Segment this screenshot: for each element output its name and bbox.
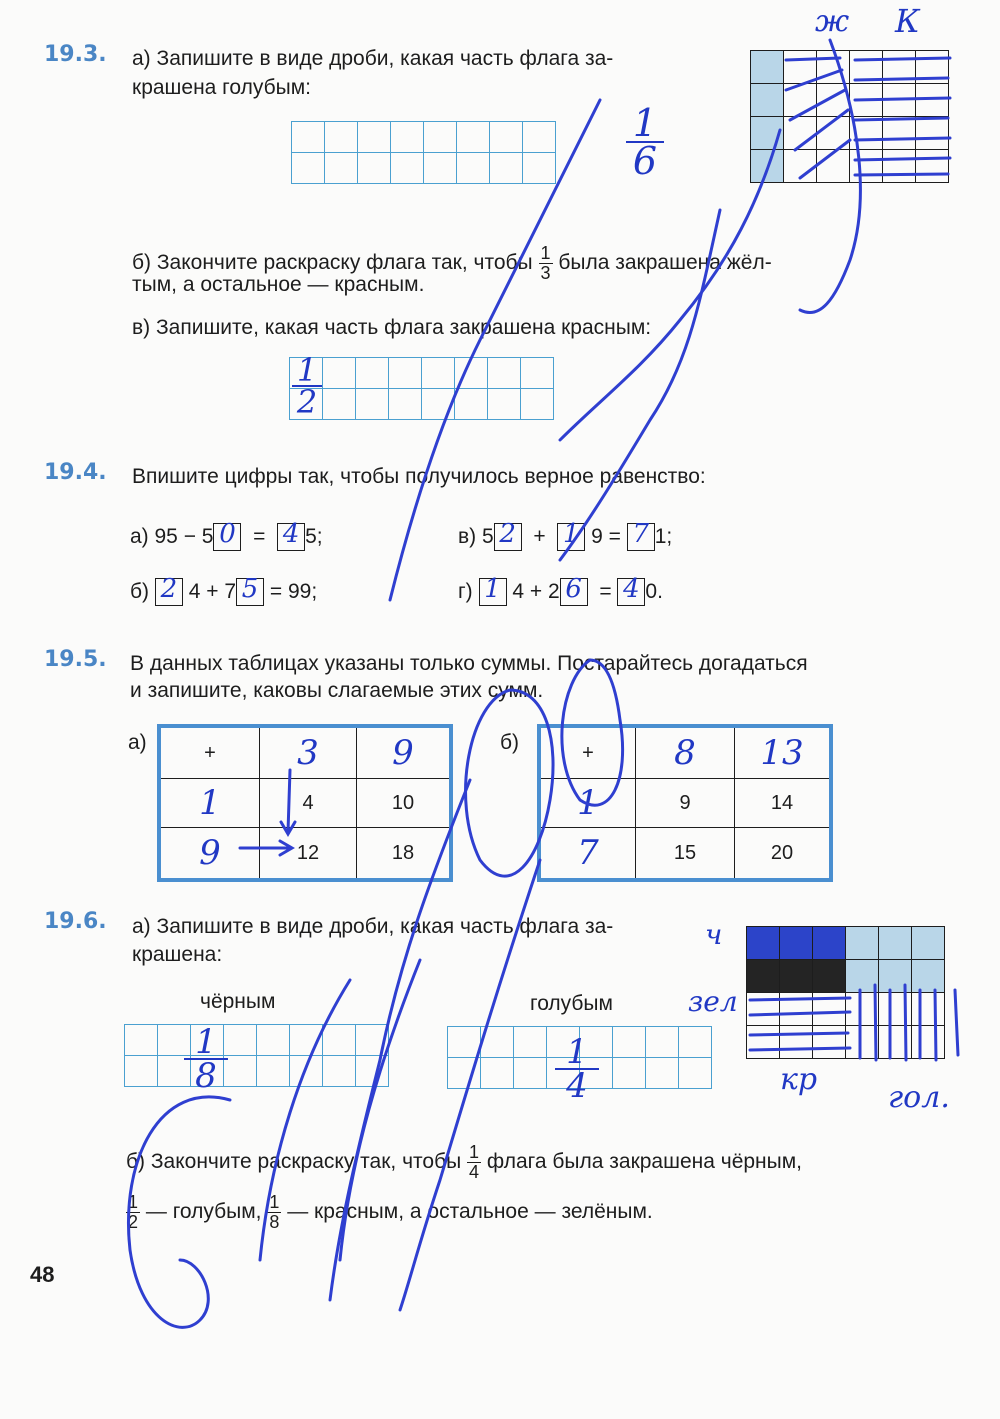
exercise-number-19-6: 19.6.: [44, 909, 107, 934]
ex196-b-text-line1: б) Закончите раскраску так, чтобы $\frac{1}{4}$ флага была закрашена чёрным,: [126, 1142, 803, 1182]
flag-hatching: [786, 58, 950, 178]
ex195-a-label: а): [128, 731, 147, 754]
table-col-header[interactable]: 9: [357, 726, 452, 779]
page-number: 48: [30, 1262, 55, 1287]
table-row-header[interactable]: 1: [159, 779, 260, 828]
table-cell: 15: [636, 828, 735, 881]
table-row-header[interactable]: 7: [539, 828, 636, 881]
table-col-header[interactable]: 13: [735, 726, 832, 779]
arrow-right: [240, 841, 292, 855]
ex193-flag-label-zh: ж: [815, 4, 850, 39]
big-stroke-2: [560, 210, 720, 560]
table-cell: 18: [357, 828, 452, 881]
big-stroke-6: [400, 860, 540, 1310]
digit-box[interactable]: 7: [627, 523, 655, 551]
ex193-a-text-line2: крашена голубым:: [132, 76, 311, 99]
fraction-one-half: $\frac{1}{2}$: [128, 1192, 139, 1232]
big-stroke-7: [260, 960, 420, 1260]
ex194-b-equation: б) 2 4 + 7 5 = 99;: [130, 574, 318, 605]
ex194-intro: Впишите цифры так, чтобы получилось верное равенство:: [132, 465, 706, 488]
digit-box[interactable]: 4: [277, 523, 305, 551]
arrow-down: [281, 770, 295, 834]
ex196-b-text-line2: $\frac{1}{2}$ — голубым, $\frac{1}{8}$ — красным, а остальное — зелёным.: [128, 1192, 653, 1232]
ex193-a-handwritten-fraction: 1 6: [620, 105, 670, 179]
ex194-g-equation: г) 1 4 + 2 6 = 4 0.: [458, 574, 663, 605]
table-col-header[interactable]: 8: [636, 726, 735, 779]
ex196-a-text-line2: крашена:: [132, 943, 223, 966]
digit-box[interactable]: 5: [236, 578, 264, 606]
flag-note-ch: ч: [705, 918, 723, 951]
ex196-black-label: чёрным: [200, 990, 276, 1013]
table-cell: 9: [636, 779, 735, 828]
circle-o-1: [466, 690, 553, 876]
ex196-a-text-line1: а) Запишите в виде дроби, какая часть флага за-: [132, 915, 614, 938]
table-row-header[interactable]: 9: [159, 828, 260, 881]
fraction-one-eighth: $\frac{1}{8}$: [269, 1192, 280, 1232]
exercise-number-19-5: 19.5.: [44, 647, 107, 672]
ex196-blue-handwritten-fraction: 1 4: [555, 1036, 599, 1102]
exercise-number-19-4: 19.4.: [44, 460, 107, 485]
ex194-a-equation: а) 95 − 5 0 = 4 5;: [130, 519, 323, 550]
digit-box[interactable]: 1: [557, 523, 585, 551]
ex194-v-equation: в) 5 2 + 1 9 = 7 1;: [458, 519, 673, 550]
table-col-header[interactable]: 3: [260, 726, 357, 779]
fraction-one-quarter: $\frac{1}{4}$: [469, 1142, 480, 1182]
big-stroke-5: [330, 780, 470, 1300]
digit-box[interactable]: 2: [494, 523, 522, 551]
table-cell: 4: [260, 779, 357, 828]
digit-box[interactable]: 4: [617, 578, 645, 606]
ex196-black-handwritten-fraction: 1 8: [184, 1026, 228, 1092]
digit-box[interactable]: 2: [155, 578, 183, 606]
ex193-b-text-line1: б) Закончите раскраску флага так, чтобы $\frac{1}{3}$ была закрашена жёл-: [132, 243, 772, 283]
ex193-v-handwritten-fraction: 1 2: [292, 355, 322, 417]
table-cell: 12: [260, 828, 357, 881]
table-cell: 14: [735, 779, 832, 828]
exercise-number-19-3: 19.3.: [44, 42, 107, 67]
ex195-text-line2: и запишите, каковы слагаемые этих сумм.: [130, 679, 544, 702]
ex193-b-text-line2: тым, а остальное — красным.: [132, 273, 425, 296]
ex195-b-label: б): [500, 731, 520, 754]
digit-box[interactable]: 1: [479, 578, 507, 606]
loop-e: [128, 1097, 230, 1327]
fraction-one-third: $\frac{1}{3}$: [540, 243, 551, 283]
ex193-v-text: в) Запишите, какая часть флага закрашена красным:: [132, 316, 652, 339]
table-cell: 10: [357, 779, 452, 828]
ex196-blue-label: голубым: [530, 992, 613, 1015]
ex195-text-line1: В данных таблицах указаны только суммы. Постарайтесь догадаться: [130, 652, 808, 675]
flag-note-zel: зел: [688, 985, 738, 1018]
table-row-header[interactable]: 1: [539, 779, 636, 828]
digit-box[interactable]: 6: [560, 578, 588, 606]
table-corner-plus: +: [539, 726, 636, 779]
table-corner-plus: +: [159, 726, 260, 779]
flag-note-gol: гол.: [888, 1080, 950, 1115]
big-stroke-3: [560, 130, 780, 440]
ex193-a-text-line1: а) Запишите в виде дроби, какая часть флага за-: [132, 47, 614, 70]
ex193-flag-label-k: К: [895, 2, 920, 40]
flag2-hatching: [750, 985, 958, 1060]
circle-o-2: [562, 660, 623, 805]
table-cell: 20: [735, 828, 832, 881]
flag-note-kr: кр: [780, 1062, 818, 1097]
digit-box[interactable]: 0: [213, 523, 241, 551]
big-stroke-4: [390, 100, 600, 600]
